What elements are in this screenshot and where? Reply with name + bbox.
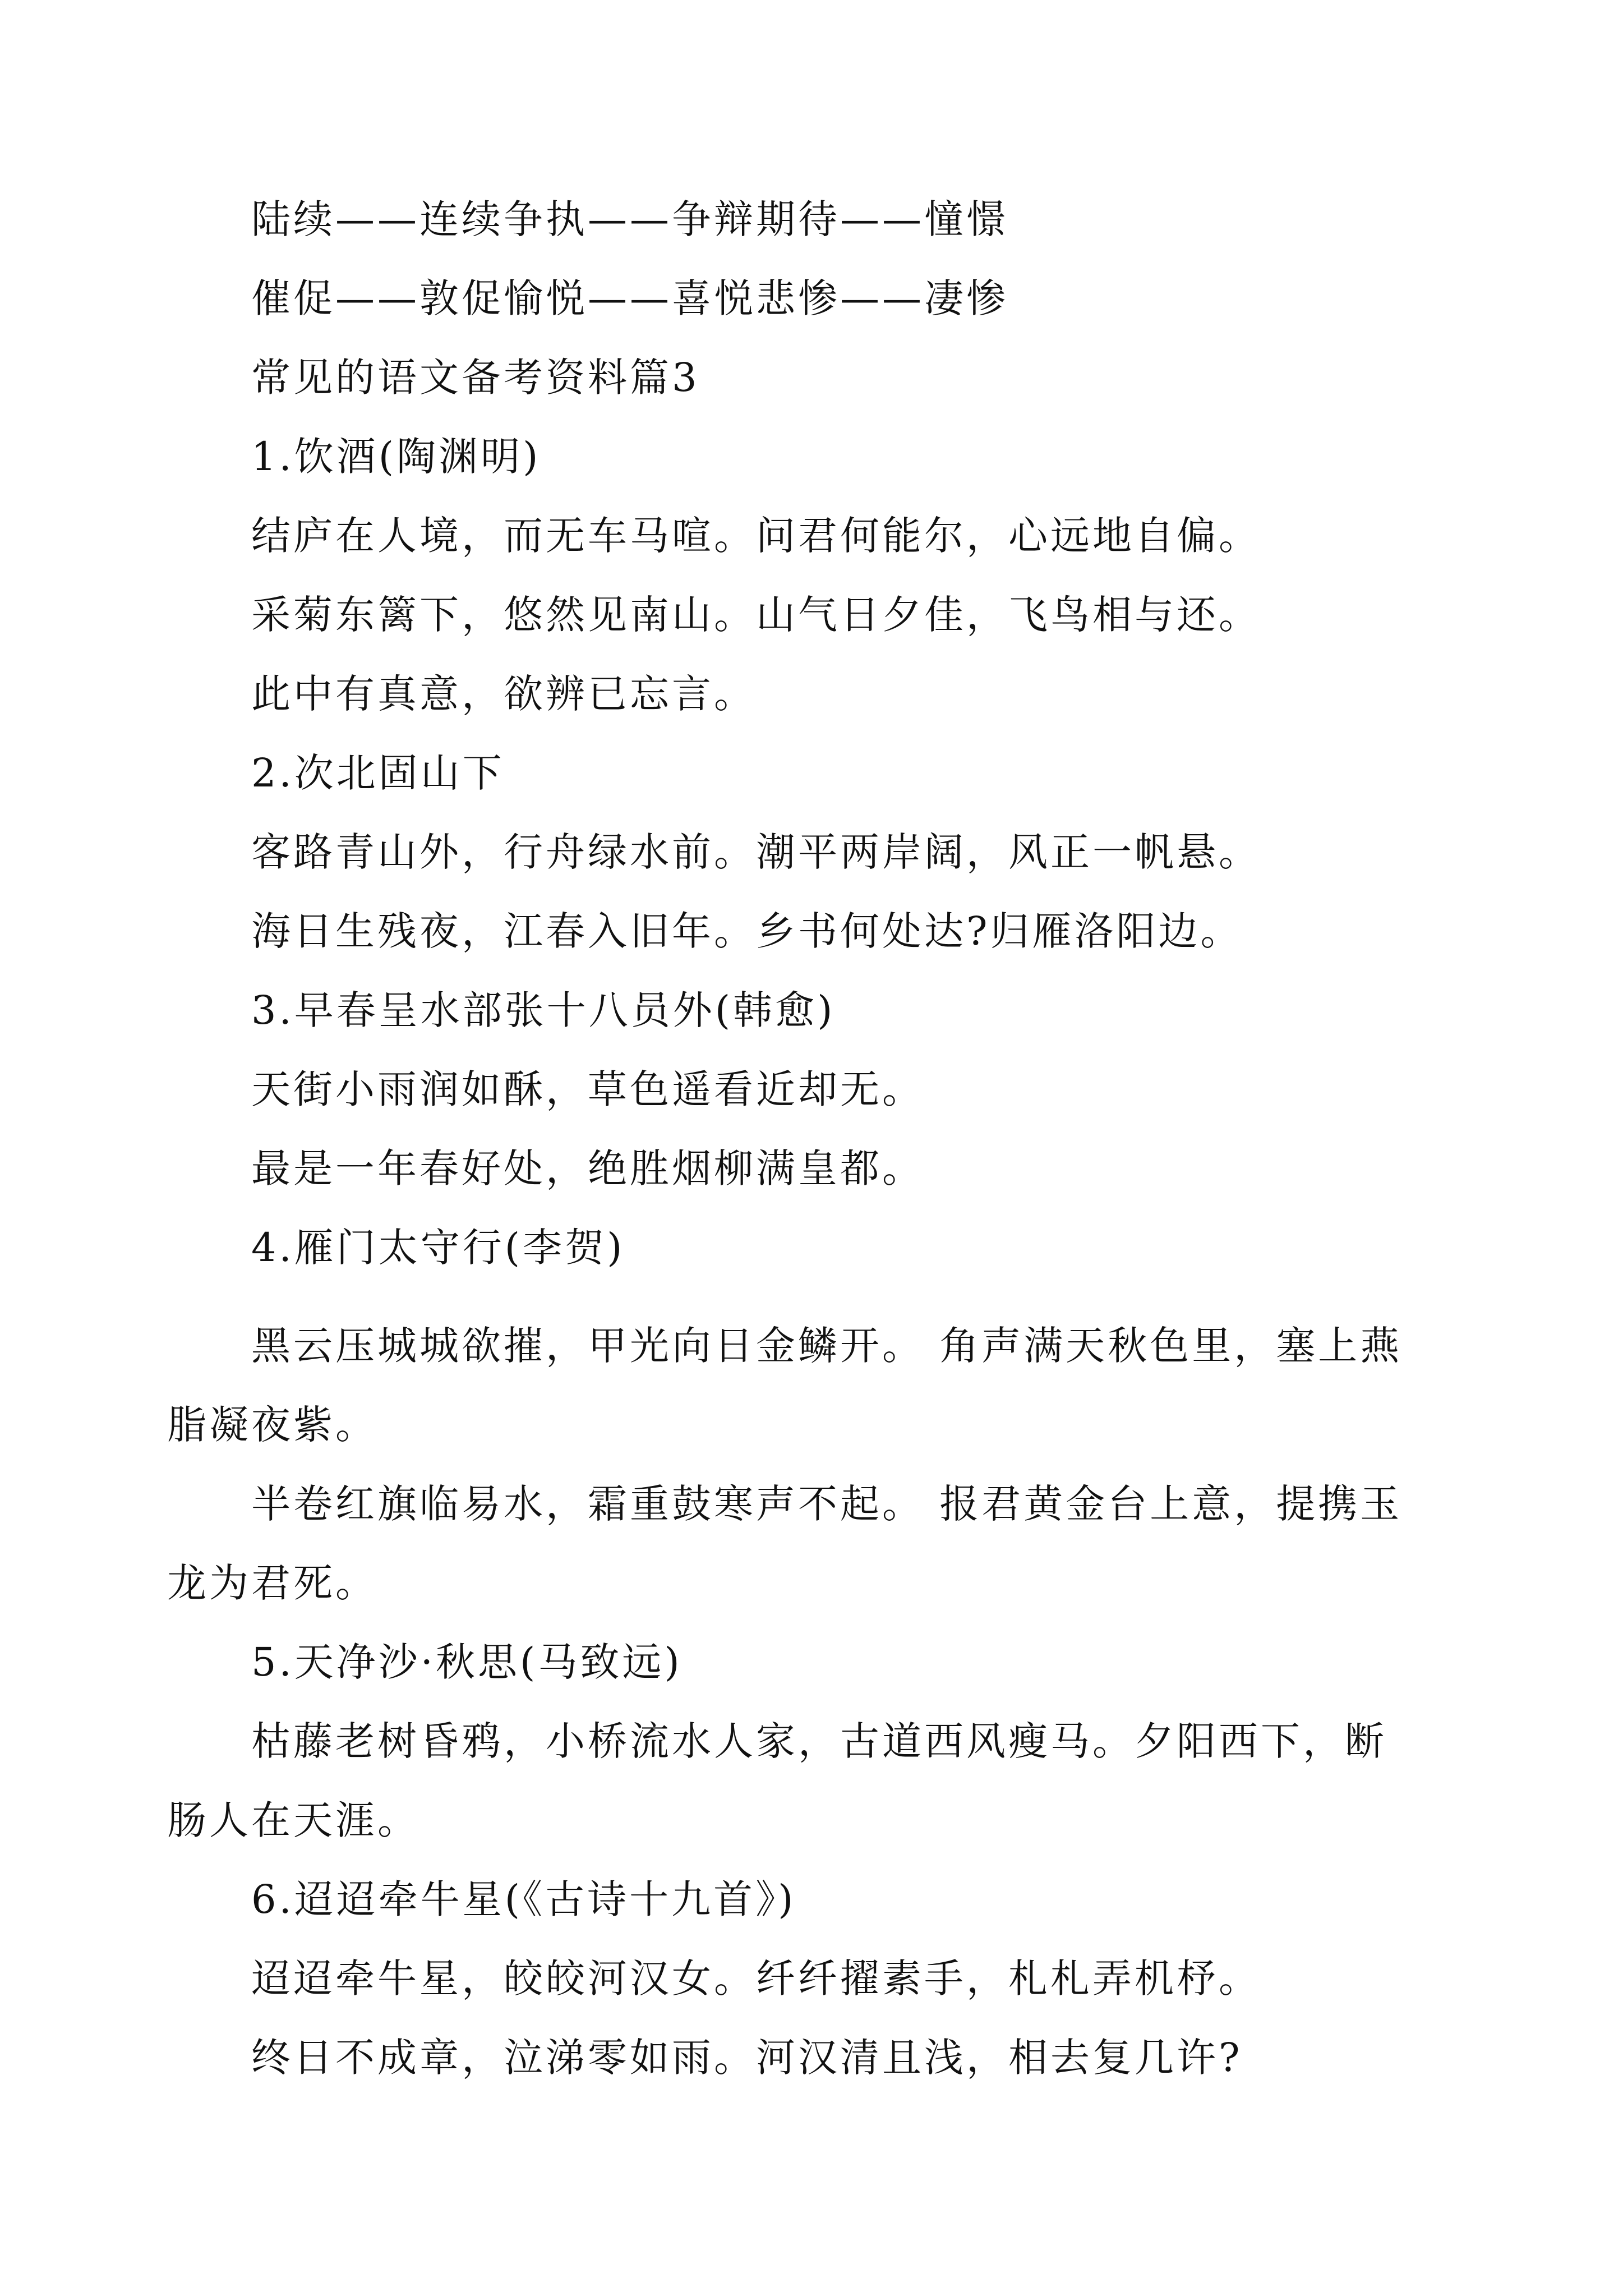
poem-title: 6.迢迢牵牛星(《古诗十九首》) — [251, 1876, 796, 1922]
poem-title: 5.天净沙·秋思(马致远) — [251, 1639, 683, 1685]
document-body — [251, 196, 1407, 1307]
poem-title: 2.次北固山下 — [251, 750, 505, 796]
poem-paragraph: 枯藤老树昏鸦，小桥流水人家，古道西风瘦马。夕阳西下，断肠人在天涯。 — [167, 1718, 1387, 1843]
poem-line: 采菊东篱下，悠然见南山。山气日夕佳，飞鸟相与还。 — [251, 592, 1261, 638]
poem-paragraph: 半卷红旗临易水，霜重鼓寒声不起。 报君黄金台上意，提携玉龙为君死。 — [167, 1481, 1403, 1606]
poem-line: 结庐在人境，而无车马喧。问君何能尔，心远地自偏。 — [251, 513, 1261, 559]
section-heading: 常见的语文备考资料篇3 — [251, 355, 700, 401]
poem-line: 终日不成章，泣涕零如雨。河汉清且浅，相去复几许? — [251, 2035, 1243, 2081]
poem-line: 客路青山外，行舟绿水前。潮平两岸阔，风正一帆悬。 — [251, 829, 1261, 875]
text-line: 催促——敦促愉悦——喜悦悲惨——凄惨 — [251, 275, 1008, 321]
poem-title: 3.早春呈水部张十八员外(韩愈) — [251, 987, 836, 1033]
poem-line: 天街小雨润如酥，草色遥看近却无。 — [251, 1066, 924, 1112]
poem-line: 海日生残夜，江春入旧年。乡书何处达?归雁洛阳边。 — [251, 908, 1243, 954]
wrapped-paragraphs — [167, 1306, 1407, 2097]
poem-title: 4.雁门太守行(李贺) — [251, 1225, 625, 1271]
poem-title: 1.饮酒(陶渊明) — [251, 434, 541, 480]
text-line: 陆续——连续争执——争辩期待——憧憬 — [251, 196, 1008, 242]
poem-line: 此中有真意，欲辨已忘言。 — [251, 671, 756, 717]
poem-line: 最是一年春好处，绝胜烟柳满皇都。 — [251, 1145, 924, 1191]
poem-line: 迢迢牵牛星，皎皎河汉女。纤纤擢素手，札札弄机杼。 — [251, 1955, 1261, 2001]
poem-paragraph: 黑云压城城欲摧，甲光向日金鳞开。 角声满天秋色里，塞上燕脂凝夜紫。 — [167, 1323, 1403, 1448]
